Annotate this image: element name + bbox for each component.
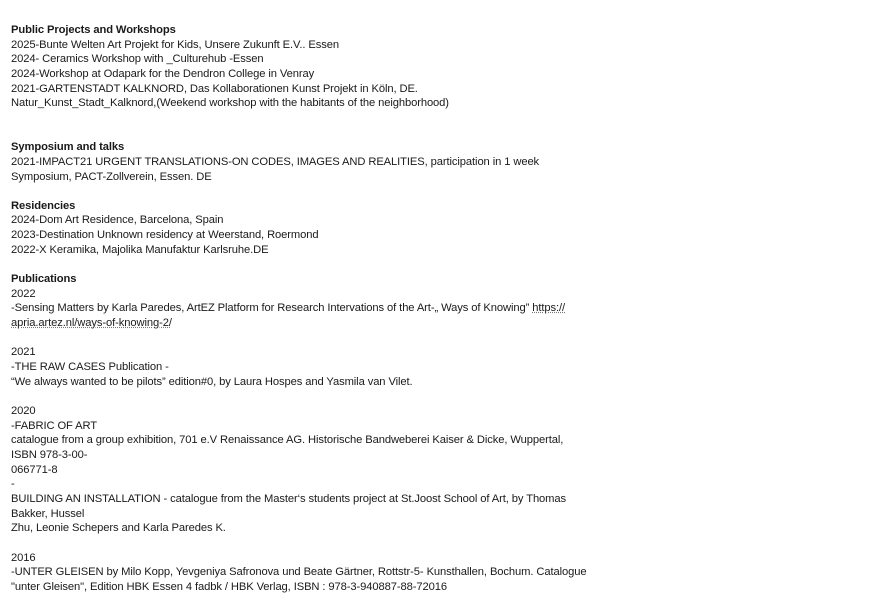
residency-item: 2022-X Keramika, Majolika Manufaktur Karlsruhe.DE [11, 243, 269, 256]
publications-heading: Publications [11, 273, 77, 286]
publication-link[interactable]: apria.artez.nl/ways-of-knowing-2/ [11, 317, 172, 330]
residency-item: 2024-Dom Art Residence, Barcelona, Spain [11, 214, 224, 227]
publication-line: -FABRIC OF ART [11, 419, 98, 432]
public-projects-heading: Public Projects and Workshops [11, 24, 176, 36]
public-projects-item: 2025-Bunte Welten Art Projekt for Kids, Unsere Zukunft E.V.. Essen [11, 38, 339, 51]
residencies-heading: Residencies [11, 199, 76, 212]
publication-line: catalogue from a group exhibition, 701 e.V Renaissance AG. Historische Bandweberei Kaiser & Dicke, Wuppertal, [11, 434, 564, 447]
publication-line: -UNTER GLEISEN by Milo Kopp, Yevgeniya Safronova und Beate Gärtner, Rottstr-5- Kunsthallen, Bochum. Catalogue [11, 566, 587, 579]
spacer [11, 126, 591, 141]
cv-document [11, 23, 591, 594]
spacer [11, 536, 591, 551]
symposium-item: 2021-IMPACT21 URGENT TRANSLATIONS-ON CODES, IMAGES AND REALITIES, participation in 1 week [11, 155, 540, 168]
publication-line: BUILDING AN INSTALLATION - catalogue from the Master‘s students project at St.Joost School of Art, by Thomas [11, 492, 567, 505]
spacer [11, 257, 591, 272]
publication-year: 2022 [11, 287, 36, 300]
publication-line: Zhu, Leonie Schepers and Karla Paredes K. [11, 522, 226, 535]
publication-link[interactable]: https:// [532, 302, 566, 315]
publication-entry-2022 [11, 301, 591, 316]
publication-line: Bakker, Hussel [11, 507, 85, 520]
spacer [11, 184, 591, 199]
publication-line: “We always wanted to be pilots” edition#0, by Laura Hospes and Yasmila van Vilet. [11, 375, 413, 388]
public-projects-item: Natur_Kunst_Stadt_Kalknord,(Weekend workshop with the habitants of the neighborhood) [11, 97, 449, 110]
symposium-heading: Symposium and talks [11, 141, 125, 154]
public-projects-item: 2021-GARTENSTADT KALKNORD, Das Kollaborationen Kunst Projekt in Köln, DE. [11, 82, 418, 95]
symposium-item: Symposium, PACT-Zollverein, Essen. DE [11, 170, 212, 183]
public-projects-item: 2024-Workshop at Odapark for the Dendron College in Venray [11, 67, 315, 80]
spacer [11, 331, 591, 346]
publication-line: -THE RAW CASES Publication - [11, 361, 169, 374]
residency-item: 2023-Destination Unknown residency at Weerstand, Roermond [11, 229, 319, 242]
publication-line: ISBN 978-3-00- [11, 448, 88, 461]
publication-year: 2016 [11, 551, 36, 564]
publication-link-continued [11, 316, 591, 331]
publication-line: - [11, 478, 15, 491]
publication-text: -Sensing Matters by Karla Paredes, ArtEZ Platform for Research Intervations of the Art-„ Ways of Knowing” [11, 302, 533, 315]
spacer [11, 111, 591, 126]
publication-line: "unter Gleisen", Edition HBK Essen 4 fadbk / HBK Verlag, ISBN : 978-3-940887-88-72016 [11, 580, 448, 593]
publication-year: 2020 [11, 404, 36, 417]
publication-line: 066771-8 [11, 463, 58, 476]
spacer [11, 389, 591, 404]
public-projects-item: 2024- Ceramics Workshop with _Culturehub -Essen [11, 53, 264, 66]
publication-year: 2021 [11, 346, 36, 359]
